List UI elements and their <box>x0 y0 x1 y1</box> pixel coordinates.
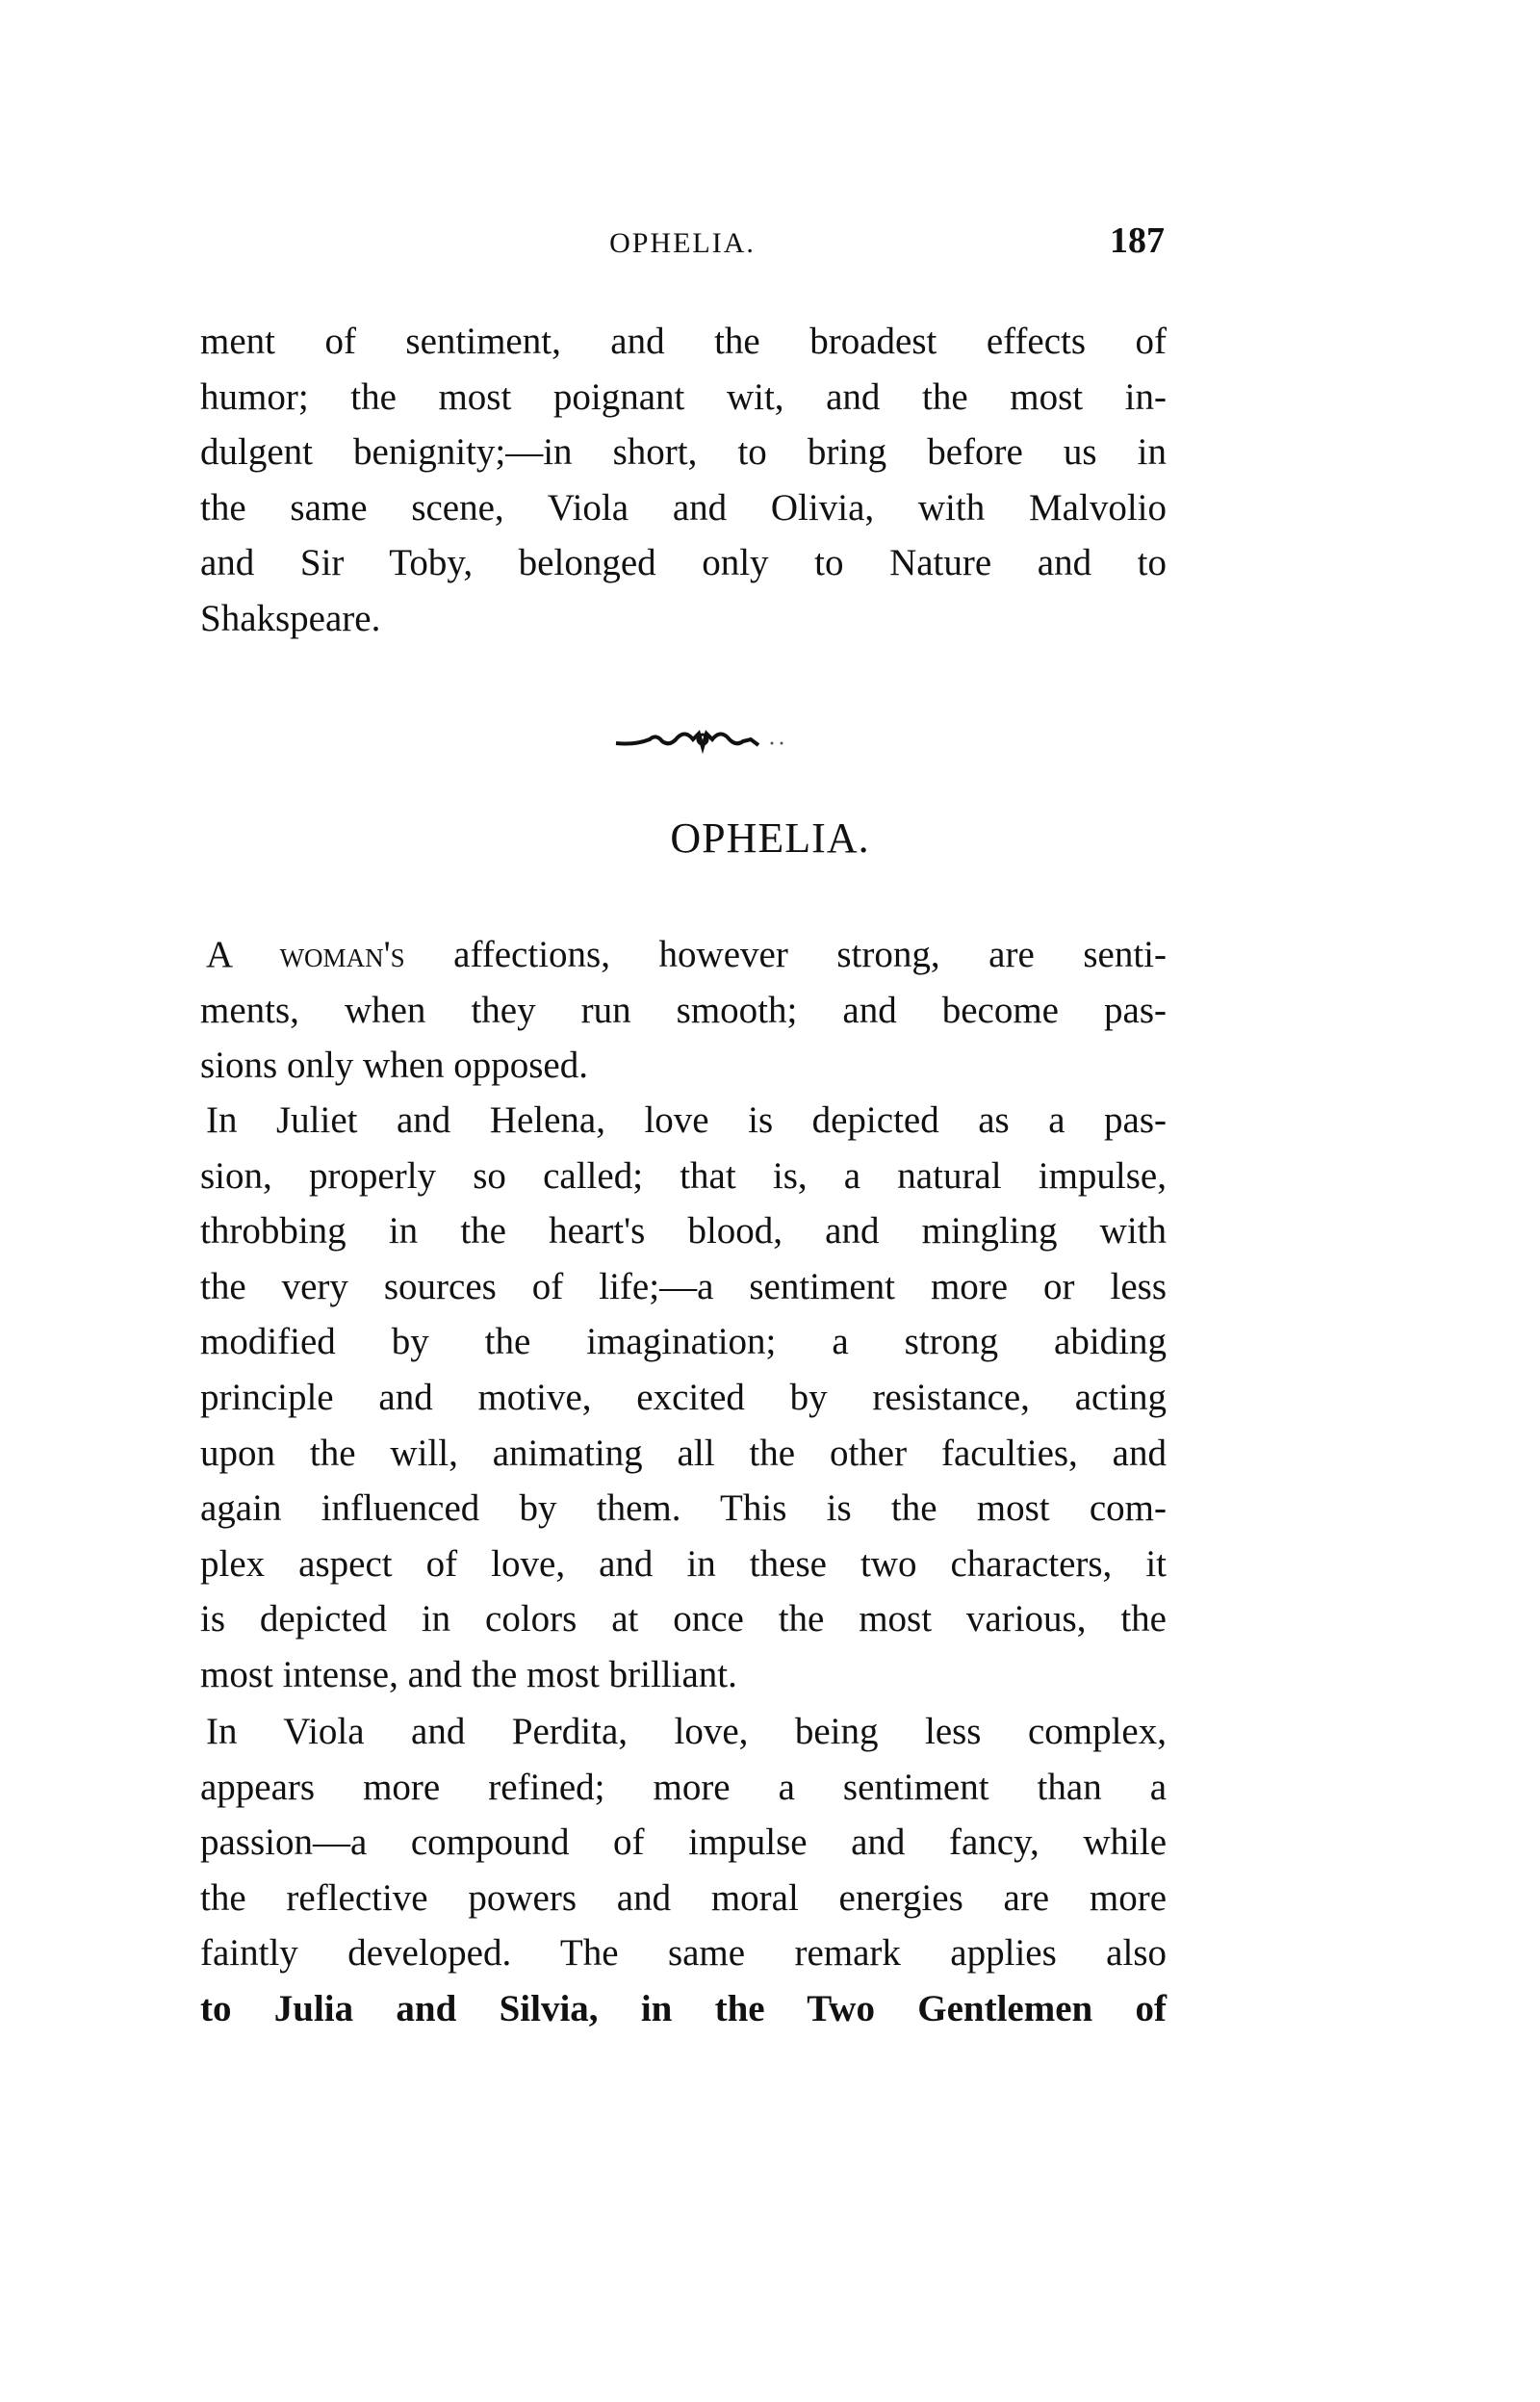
text-line: ment of sentiment, and the broadest effects of <box>200 321 1167 362</box>
text-line: sion, properly so called; that is, a natural impulse, <box>200 1154 1167 1197</box>
text-line: Shakspeare. <box>200 597 381 639</box>
text-line: upon the will, animating all the other faculties, and <box>200 1432 1167 1474</box>
running-title: OPHELIA. <box>609 227 756 259</box>
text-line <box>200 927 1167 983</box>
lead-letter: A <box>206 934 280 975</box>
text-line: appears more refined; more a sentiment than a <box>200 1766 1167 1808</box>
text-line: most intense, and the most brilliant. <box>200 1653 737 1695</box>
text-line: the very sources of life;—a sentiment more or less <box>200 1265 1167 1307</box>
text-line: sions only when opposed. <box>200 1045 588 1087</box>
text-line: again influenced by them. This is the most com- <box>200 1487 1167 1530</box>
text-line: faintly developed. The same remark applies also <box>200 1932 1167 1975</box>
running-head <box>200 220 1165 268</box>
text-line: plex aspect of love, and in these two characters, it <box>200 1542 1167 1585</box>
paragraph-3 <box>200 1704 1167 2037</box>
text-line: modified by the imagination; a strong abiding <box>200 1321 1167 1363</box>
text-line: humor; the most poignant wit, and the most in- <box>200 375 1167 418</box>
small-caps-word: woman's <box>279 934 405 975</box>
text-line: In Juliet and Helena, love is depicted as a pas- <box>206 1099 1167 1141</box>
line-rest: affections, however strong, are senti- <box>404 934 1167 975</box>
text-line: principle and motive, excited by resistance, acting <box>200 1376 1167 1418</box>
section-title: OPHELIA. <box>670 814 870 862</box>
text-line: to Julia and Silvia, in the Two Gentlemen of <box>200 1987 1167 2029</box>
text-line: and Sir Toby, belonged only to Nature and to <box>200 542 1167 584</box>
text-line: dulgent benignity;—in short, to bring before us in <box>200 431 1167 474</box>
paragraph-1 <box>200 927 1167 1094</box>
paragraph-2 <box>200 1093 1167 1703</box>
text-line: the same scene, Viola and Olivia, with Malvolio <box>200 486 1167 529</box>
text-line: ments, when they run smooth; and become pas- <box>200 989 1167 1031</box>
text-line: passion—a compound of impulse and fancy, while <box>200 1821 1167 1864</box>
text-line: throbbing in the heart's blood, and mingling with <box>200 1210 1167 1253</box>
text-line: is depicted in colors at once the most various, the <box>200 1598 1167 1640</box>
text-line: In Viola and Perdita, love, being less complex, <box>206 1711 1167 1752</box>
continued-paragraph <box>200 314 1167 647</box>
text-line: the reflective powers and moral energies are more <box>200 1876 1167 1919</box>
ornament-divider-icon <box>606 720 799 759</box>
page-number: 187 <box>1110 220 1165 261</box>
